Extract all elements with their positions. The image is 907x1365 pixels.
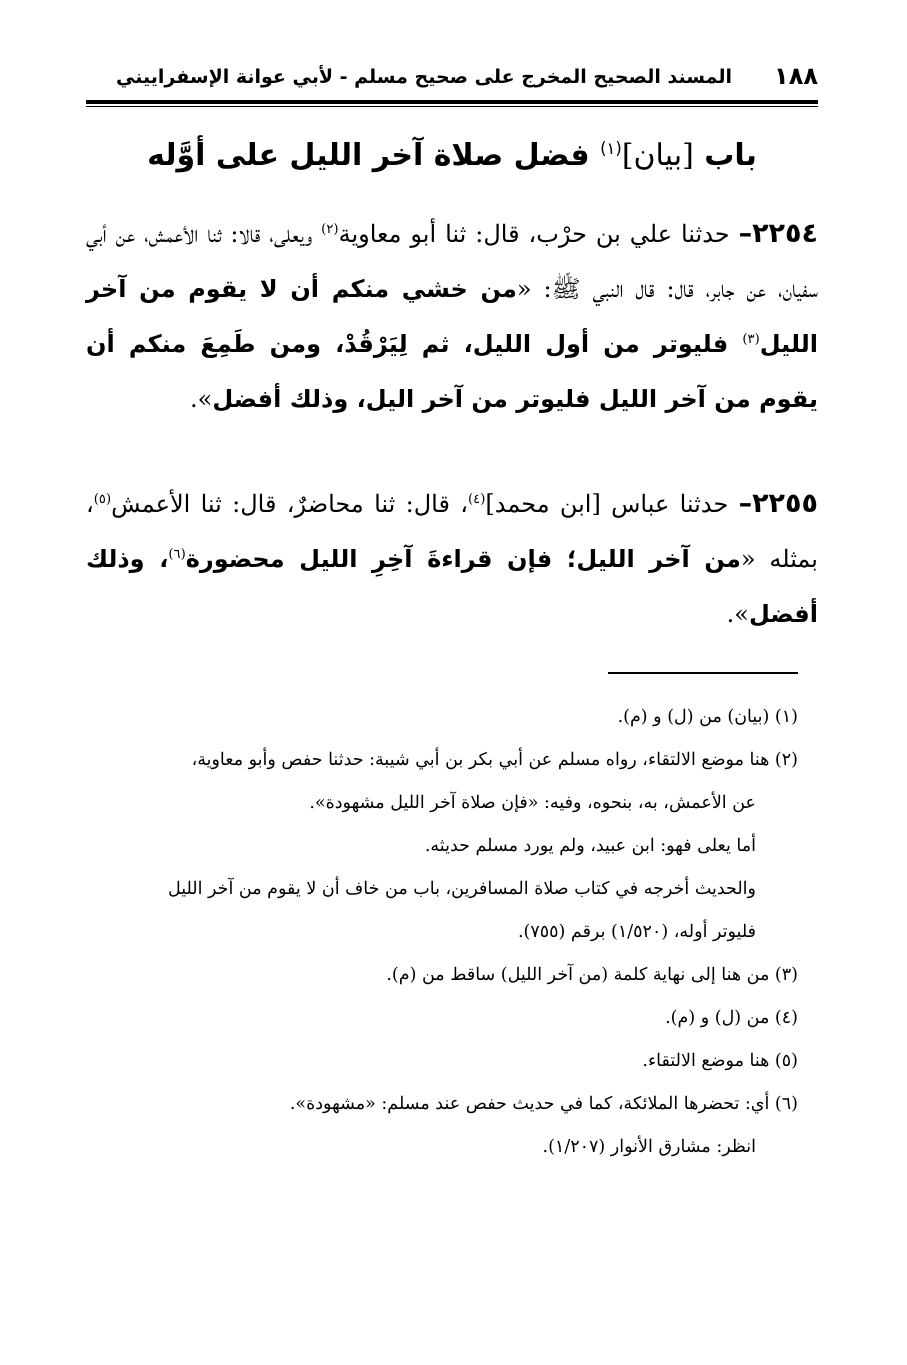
footnote-line: (٤) من (ل) و (م). [665,1008,798,1028]
footnote-separator [608,672,798,674]
isnad-text: ، بمثله [86,490,818,573]
hadith-number: ٢٢٥٤ [752,218,818,249]
chapter-prefix: باب [704,138,757,173]
footnote-line: (٦) أي: تحضرها الملائكة، كما في حديث حفص عند مسلم: «مشهودة». [289,1094,798,1114]
footnote-line: والحديث أخرجه في كتاب صلاة المسافرين، باب من خاف أن لا يقوم من آخر الليل [167,879,756,899]
hadith-dash: – [738,218,753,249]
footnote-line: (٣) من هنا إلى نهاية كلمة (من آخر الليل) ساقط من (م). [386,965,798,985]
chapter-bracket-word: [بيان] [621,138,694,173]
quote-close: ». [190,385,213,413]
footnote-line: انظر: مشارق الأنوار (١/٢٠٧). [542,1137,756,1157]
isnad-text: حدثنا عباس [ابن محمد] [485,490,739,518]
quote-open: « [516,275,532,303]
hadith-2255 [86,476,818,642]
footnote-ref-1: (١) [600,139,622,158]
header-rule [86,100,818,107]
hadith-2254 [86,206,818,427]
quote-close: ». [726,600,749,628]
matn-text: من آخر الليل؛ فإن قراءةَ آخِرِ الليل محضورة [185,545,741,573]
isnad-text: ويعلى، قالا: ثنا الأعمش، عن أبي سفيان، عن جابر، قال: قال النبي ﷺ: [86,220,818,303]
footnote-line: (١) (بيان) من (ل) و (م). [617,707,798,727]
chapter-title: فضل صلاة آخر الليل على أوَّله [147,138,590,173]
matn-text: فليوتر من أول الليل، ثم لِيَرْقُدْ، ومن طَمِعَ منكم أن يقوم من آخر الليل فليوتر من آخر اليل، وذلك أفضل [86,330,818,413]
footnote-line: (٢) هنا موضع الالتقاء، رواه مسلم عن أبي بكر بن أبي شيبة: حدثنا حفص وأبو معاوية، [191,750,798,770]
footnote-ref-3: (٣) [742,332,760,347]
footnote-line: أما يعلى فهو: ابن عبيد، ولم يورد مسلم حديثه. [424,836,756,856]
footnote-ref-4: (٤) [467,492,486,507]
footnote-line: (٥) هنا موضع الالتقاء. [642,1051,798,1071]
matn-text: ، وذلك أفضل [86,545,818,628]
chapter-heading [86,138,818,173]
page-number: ١٨٨ [774,62,818,90]
hadith-dash: – [738,488,753,519]
footnote-line: عن الأعمش، به، بنحوه، وفيه: «فإن صلاة آخر الليل مشهودة». [309,793,756,813]
footnote-ref-2: (٢) [321,222,339,237]
running-title: المسند الصحيح المخرج على صحيح مسلم - لأبي عوانة الإسفراييني [116,66,732,88]
footnote-line: فليوتر أوله، (١/٥٢٠) برقم (٧٥٥). [517,922,756,942]
footnote-ref-6: (٦) [168,547,186,562]
isnad-text: ، قال: ثنا محاضرٌ، قال: ثنا الأعمش [111,490,468,518]
running-header [86,58,818,98]
quote-open: « [740,545,756,573]
hadith-number: ٢٢٥٥ [752,488,818,519]
isnad-text: حدثنا علي بن حرْب، قال: ثنا أبو معاوية [338,220,739,248]
matn-text: من خشي منكم أن لا يقوم من آخر الليل [86,275,818,358]
footnotes [86,696,798,1169]
footnote-ref-5: (٥) [93,492,112,507]
